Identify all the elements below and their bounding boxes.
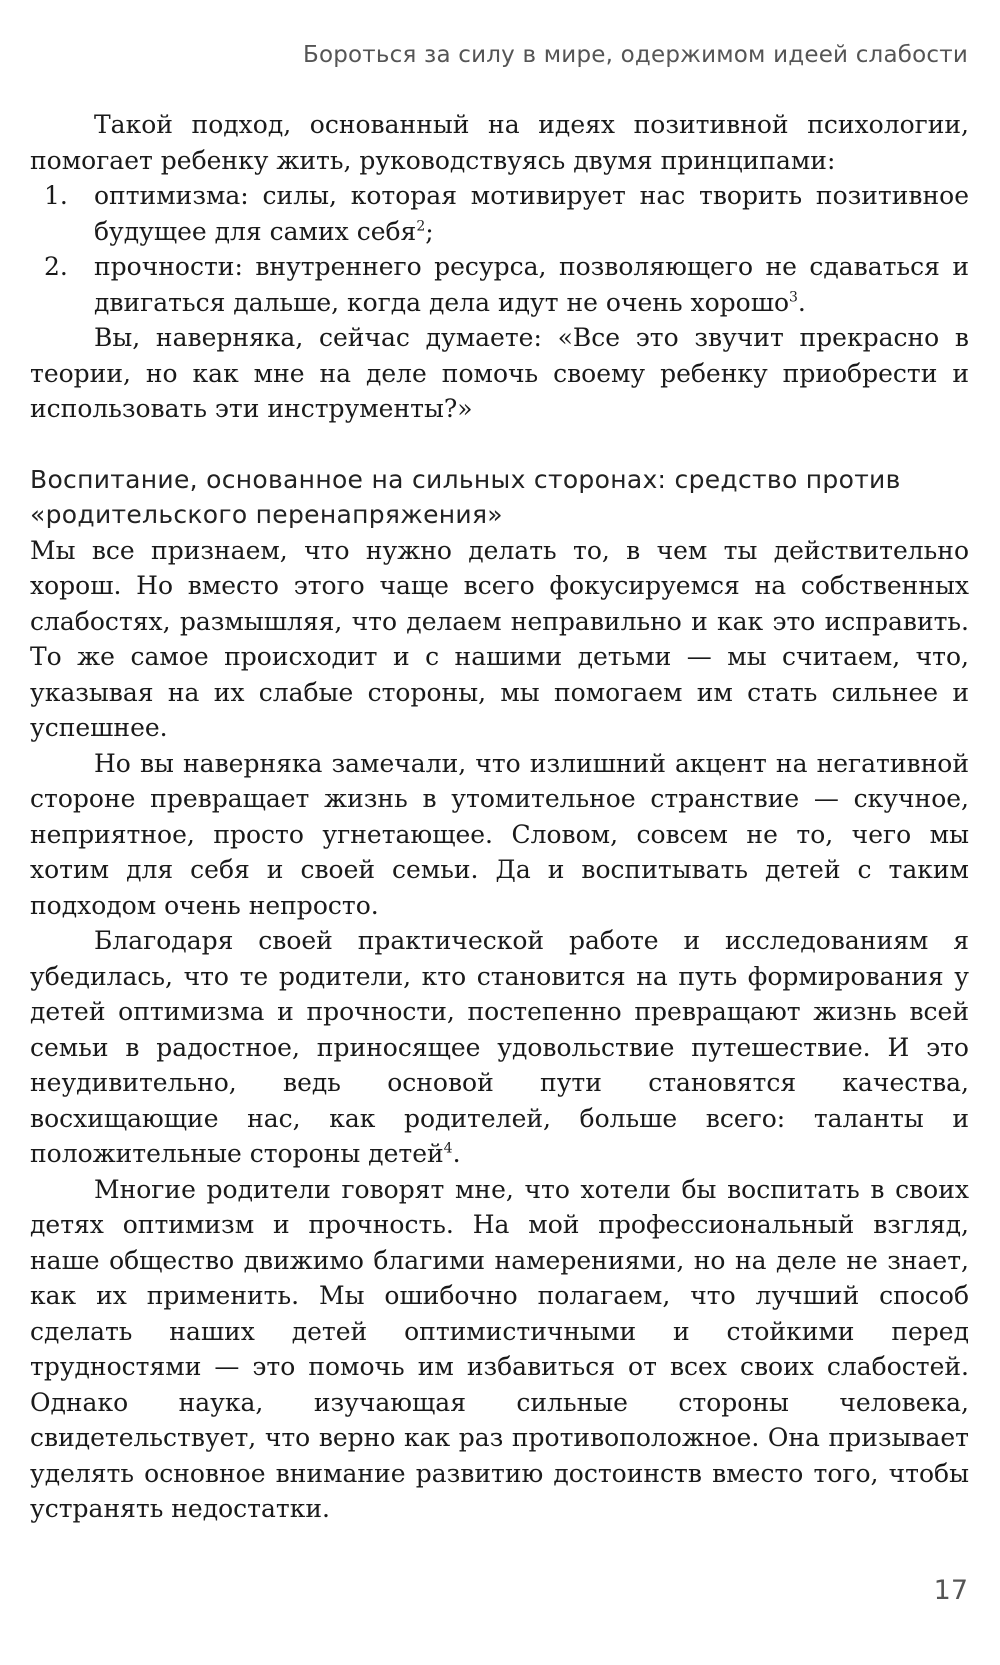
page-body <box>30 107 969 1527</box>
paragraph-text: Благодаря своей практической работе и исследованиям я убедилась, что те родители, кто становится на путь формирования у детей оптимизма и прочности, постепенно превращают жизнь всей семьи в радостное, приносящее удовольствие путешествие. И это неудивительно, ведь основой пути становятся качества, восхищающие нас, как родителей, больше всего: таланты и положительные стороны детей <box>30 926 969 1168</box>
principle-item-1 <box>30 178 969 249</box>
page-number: 17 <box>933 1575 968 1606</box>
section-paragraph-1: Мы все признаем, что нужно делать то, в чем ты действительно хорош. Но вместо этого чаще всего фокусируемся на собственных слабостях, размышляя, что делаем неправильно и как это исправить. То же самое происходит и с нашими детьми — мы считаем, что, указывая на их слабые стороны, мы помогаем им стать сильнее и успешнее. <box>30 535 969 742</box>
section-paragraph-3 <box>30 923 969 1172</box>
paragraph-suffix: . <box>452 1139 461 1168</box>
principle-item-2 <box>30 249 969 320</box>
question-paragraph: Вы, наверняка, сейчас думаете: «Все это звучит прекрасно в теории, но как мне на деле помочь своему ребенку приобрести и использовать эти инструменты?» <box>30 323 969 423</box>
list-number: 2. <box>44 252 68 281</box>
intro-paragraph: Такой подход, основанный на идеях позитивной психологии, помогает ребенку жить, руководствуясь двумя принципами: <box>30 110 969 175</box>
section-paragraph-2: Но вы наверняка замечали, что излишний акцент на негативной стороне превращает жизнь в утомительное странствие — скучное, неприятное, просто угнетающее. Словом, совсем не то, чего мы хотим для себя и своей семьи. Да и воспитывать детей с таким подходом очень непросто. <box>30 748 969 920</box>
footnote-ref: 3 <box>789 289 798 306</box>
principle-text: прочности: внутреннего ресурса, позволяющего не сдаваться и двигаться дальше, когда дела идут не очень хорошо <box>94 252 969 317</box>
footnote-ref: 4 <box>443 1140 453 1157</box>
running-header: Бороться за силу в мире, одержимом идеей слабости <box>302 42 968 68</box>
principle-suffix: . <box>797 287 806 317</box>
principles-list <box>30 178 969 320</box>
principle-text: оптимизма: силы, которая мотивирует нас творить позитивное будущее для самих себя <box>94 181 969 246</box>
footnote-ref: 2 <box>416 218 426 235</box>
principle-suffix: ; <box>425 216 434 246</box>
section-heading: Воспитание, основанное на сильных сторонах: средство против «родительского перенапряжения» <box>30 464 901 529</box>
list-number: 1. <box>44 181 68 210</box>
section-paragraph-4: Многие родители говорят мне, что хотели бы воспитать в своих детях оптимизм и прочность. На мой профессиональный взгляд, наше общество движимо благими намерениями, но на деле не знает, как их применить. Мы ошибочно полагаем, что лучший способ сделать наших детей оптимистичными и стойкими перед трудностями — это помочь им избавиться от всех своих слабостей. Однако наука, изучающая сильные стороны человека, свидетельствует, что верно как раз противоположное. Она призывает уделять основное внимание развитию достоинств вместо того, чтобы устранять недостатки. <box>30 1174 969 1523</box>
